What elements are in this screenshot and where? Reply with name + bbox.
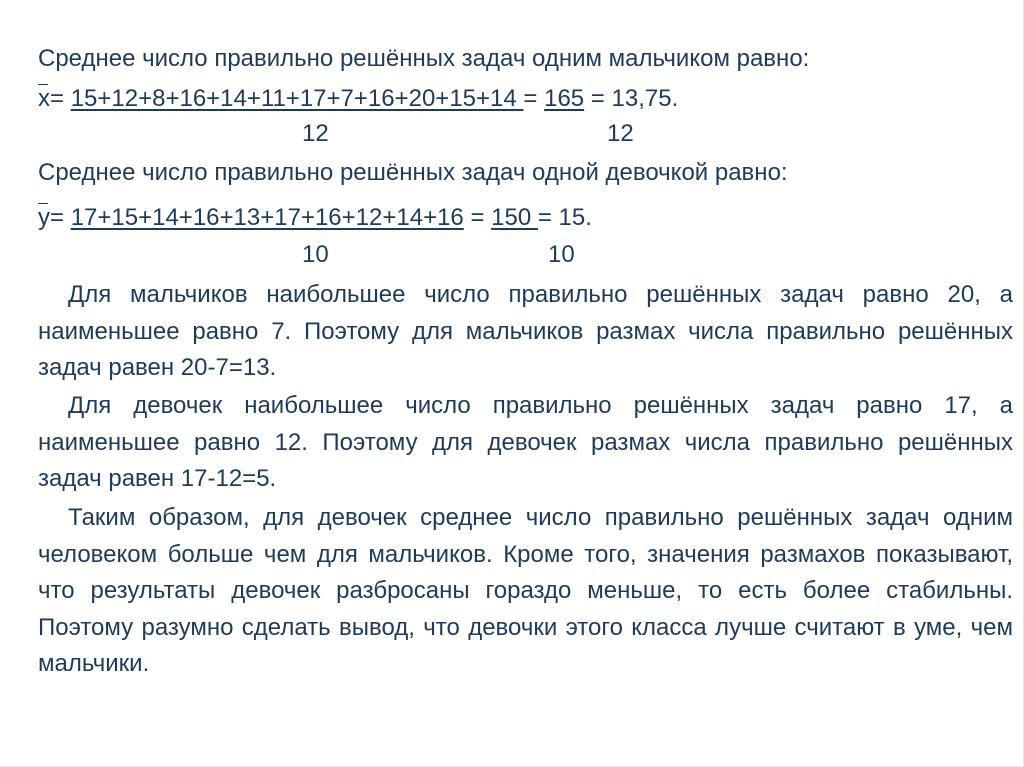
heading-girls-mean: Среднее число правильно решённых задач одной девочкой равно: [38,159,788,186]
formula-boys-equals-2: = [523,85,545,112]
formula-boys-result: = 13,75. [584,85,679,112]
formula-girls-equals-2: = [463,204,492,231]
x-bar-variable: x [38,82,50,116]
formula-girls-equals: = [50,204,65,231]
formula-girls-numerator: 17+15+14+16+13+17+16+12+14+16 [70,204,464,231]
formula-boys-numerator: 15+12+8+16+14+11+17+7+16+20+15+14 [70,85,524,112]
formula-boys-denominator-2: 12 [607,120,634,147]
formula-girls-mean [38,201,592,235]
paragraph-girls-range: Для девочек наибольшее число правильно решённых задач равно 17, а наименьшее равно 12. Поэтому для девочек размах числа правильно решённых задач равен 17-12=5. [38,392,1013,492]
formula-boys-denominator-1: 12 [302,120,329,147]
paragraph-conclusion: Таким образом, для девочек среднее число правильно решённых задач одним человеком больше чем для мальчиков. Кроме того, значения размахов показывают, что результаты девочек разбросаны гораздо меньше, то есть более стабильны. Поэтому разумно сделать вывод, что девочки этого класса лучше считают в уме, чем мальчики. [38,504,1013,677]
formula-girls-denominator-1: 10 [302,241,329,268]
formula-boys-equals: = [50,85,65,112]
formula-girls-sum: 150 [491,204,538,231]
formula-girls-denominator-2: 10 [548,241,575,268]
paragraph-boys-range: Для мальчиков наибольшее число правильно решённых задач равно 20, а наименьшее равно 7. Поэтому для мальчиков размах числа правильно решённых задач равен 20-7=13. [38,281,1013,381]
y-bar-variable: y [38,201,50,235]
heading-boys-mean: Среднее число правильно решённых задач одним мальчиком равно: [38,45,810,72]
formula-girls-result: = 15. [537,204,592,231]
formula-boys-mean [38,82,678,116]
formula-boys-sum: 165 [544,85,585,112]
